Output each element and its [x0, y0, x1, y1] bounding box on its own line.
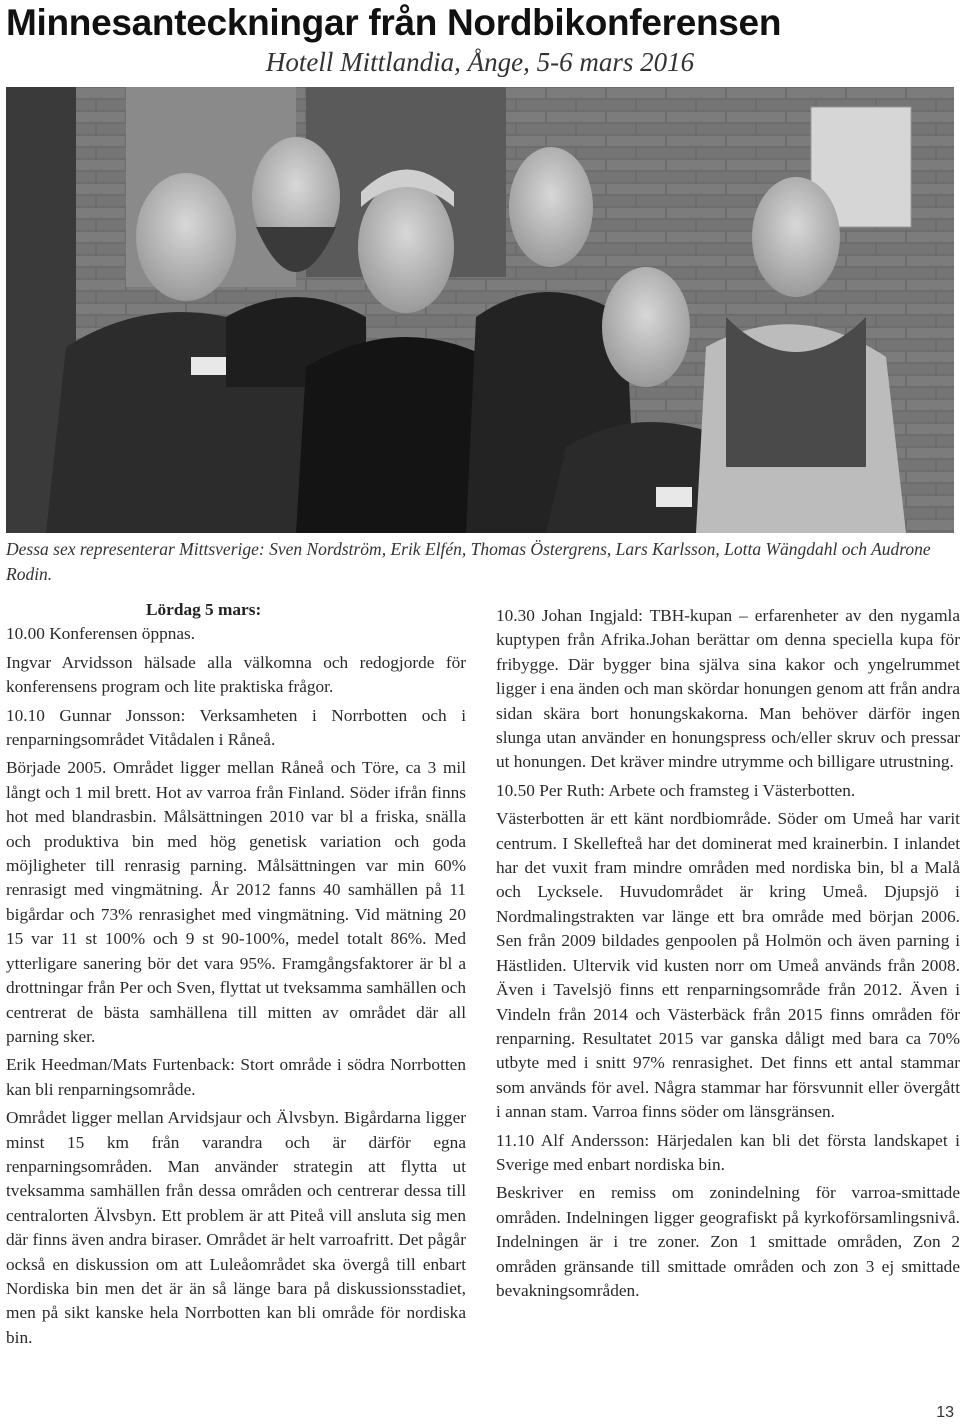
day-heading: Lördag 5 mars:	[146, 600, 262, 619]
photo-caption: Dessa sex representerar Mittsverige: Sven Nordström, Erik Elfén, Thomas Östergrens, Lars Karlsson, Lotta Wängdahl och Audrone Rodin.	[6, 539, 931, 584]
paragraph: 10.50 Per Ruth: Arbete och framsteg i Västerbotten.	[496, 780, 856, 800]
page-title: Minnesanteckningar från Nordbikonferensen	[6, 2, 782, 43]
paragraph: 10.30 Johan Ingjald: TBH-kupan – erfarenheter av den nygamla kuptypen från Afrika.Johan berättar om denna speciella kupa för fribygge. Där bygger bina själva sina kakor och yngelrummet ligger i ena änden och man skördar honungen genom att från andra sidan skära bort honungskakorna. Man behöver därför ingen slunga utan använder en honungspress och/eller skruv och pressar ut honungen. Det kräver mindre utrymme och billigare utrustning.	[496, 606, 960, 772]
paragraph: 10.00 Konferensen öppnas.	[6, 624, 196, 644]
paragraph: Erik Heedman/Mats Furtenback: Stort område i södra Norrbotten kan bli renparningsområde.	[6, 1055, 466, 1099]
page-subtitle: Hotell Mittlandia, Ånge, 5-6 mars 2016	[265, 47, 695, 77]
left-column	[6, 598, 466, 1354]
right-column	[496, 604, 960, 1307]
paragraph: Ingvar Arvidsson hälsade alla välkomna och redogjorde för konferensens program och lite praktiska frågor.	[6, 652, 466, 697]
paragraph: Började 2005. Området ligger mellan Råneå och Töre, ca 3 mil långt och 1 mil brett. Hot av varroa från Finland. Söder ifrån finns hot med blandrasbin. Målsättningen 2010 var bl a friska, snälla och produktiva bin med hög genetisk variation och goda möjligheter till renrasig parning. Målsättningen var min 60% renrasigt med vingmätning. År 2012 fanns 40 samhällen på 11 bigårdar och 73% renrasighet med vingmätning. Vid mätning 20 15 var 11 st 100% och 9 st 90-100%, medel totalt 86%. Med ytterligare sanering bör det vara 95%. Framgångsfaktorer är bl a drottningar från Per och Sven, flyttat ut tveksamma samhällen och centrerat de bästa samhällena till mitten av området där all parning sker.	[6, 758, 466, 1046]
paragraph: Området ligger mellan Arvidsjaur och Älvsbyn. Bigårdarna ligger minst 15 km från varandra och är därför egna renparningsområden. Man använder strategin att flytta ut tveksamma samhällen från dessa områden och centrerar dessa till centralorten Älvsbyn. Ett problem är att Piteå vill ansluta sig men där finns även andra biraser. Området är helt varroafritt. Det pågår också en diskussion om att Luleåområdet ska övergå till enbart Nordiska bin men det är än så länge bara på diskussionsstadiet, men på sikt kanske hela Norrbotten kan bli område för nordiska bin.	[6, 1108, 466, 1347]
paragraph: 11.10 Alf Andersson: Härjedalen kan bli det första landskapet i Sverige med enbart nordiska bin.	[496, 1130, 960, 1174]
group-photo	[6, 87, 954, 533]
paragraph: 10.10 Gunnar Jonsson: Verksamheten i Norrbotten och i renparningsområdet Vitådalen i Råneå.	[6, 705, 466, 750]
page-number: 13	[936, 1404, 954, 1421]
paragraph: Beskriver en remiss om zonindelning för varroa-smittade områden. Indelningen ligger geografiskt på kyrkoförsamlingsnivå. Indelningen är i tre zoner. Zon 1 smittade områden, Zon 2 områden gränsande till smittade områden och zon 3 ej smittade bevakningsområden.	[496, 1183, 960, 1300]
paragraph: Västerbotten är ett känt nordbiområde. Söder om Umeå har varit centrum. I Skellefteå har det dominerat med krainerbin. I inlandet har det vuxit fram mindre områden med nordiska bin, bl a Malå och Lycksele. Huvudområdet är kring Umeå. Djupsjö i Nordmalingstrakten var länge ett bra område med början 2006. Sen från 2009 bildades genpoolen på Holmön och även parning i Hästliden. Ultervik vid kusten norr om Umeå används från 2008. Även i Tavelsjö finns ett renparningsområde från 2012. Även i Vindeln från 2014 och Västerbäck från 2015 finns områden för renparning. Resultatet 2015 var ganska dåligt med bara ca 70% utbyte med i snitt 97% renrasighet. Det finns ett antal stammar som används för avel. Några stammar har försvunnit eller övergått i annan stam. Varroa finns söder om länsgränsen.	[496, 809, 960, 1122]
